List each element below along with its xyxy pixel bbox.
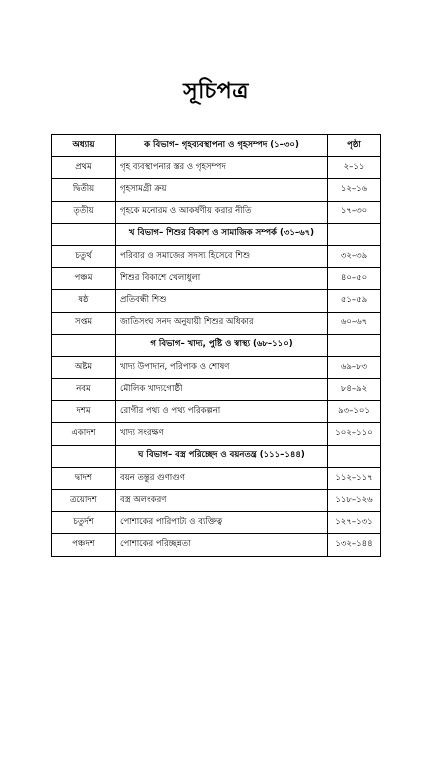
section-title: গ বিভাগ– খাদ্য, পুষ্টি ও স্বাস্থ্য (৬৮–১১০) [116,334,328,356]
empty-cell [52,223,116,245]
chapter-number: সপ্তম [52,312,116,334]
page-range: ৪০–৫০ [328,268,381,290]
chapter-title: বস্ত্র অলংকরণ [116,490,328,512]
chapter-title: গৃহসামগ্রী ক্রয় [116,179,328,201]
page-range: ৬৯–৮৩ [328,356,381,378]
chapter-title: মৌলিক খাদ্যগোষ্ঠী [116,379,328,401]
page-range: ১১২–১১৭ [328,467,381,489]
empty-cell [328,445,381,467]
table-row [52,356,381,378]
section-row [52,223,381,245]
page-range: ১০২–১১০ [328,423,381,445]
chapter-title: জাতিসংঘ সনদ অনুযায়ী শিশুর অধিকার [116,312,328,334]
empty-cell [52,334,116,356]
chapter-number: ত্রয়োদশ [52,490,116,512]
empty-cell [328,223,381,245]
table-row [52,379,381,401]
chapter-title: পোশাকের পরিচ্ছন্নতা [116,534,328,556]
chapter-number: দ্বিতীয় [52,179,116,201]
chapter-number: অষ্টম [52,356,116,378]
section-title: ঘ বিভাগ– বস্ত্র পরিচ্ছেদ ও বয়নতন্ত্র (১১১–১৪৪) [116,445,328,467]
table-row [52,312,381,334]
page-range: ১২৭–১৩১ [328,512,381,534]
page-title: সূচিপত্র [183,79,249,104]
page-range: ২–১১ [328,157,381,179]
chapter-title: পরিবার ও সমাজের সদস্য হিসেবে শিশু [116,245,328,267]
page-column-header: পৃষ্ঠা [328,135,381,157]
table-row [52,401,381,423]
empty-cell [52,445,116,467]
chapter-number: একাদশ [52,423,116,445]
chapter-number: পঞ্চম [52,268,116,290]
chapter-title: রোগীর পথ্য ও পথ্য পরিকল্পনা [116,401,328,423]
chapter-number: তৃতীয় [52,201,116,223]
chapter-number: পঞ্চদশ [52,534,116,556]
chapter-title: গৃহ ব্যবস্থাপনার স্তর ও গৃহসম্পদ [116,157,328,179]
page-range: ৫১–৫৯ [328,290,381,312]
page-range: ৩২–৩৯ [328,245,381,267]
chapter-number: দশম [52,401,116,423]
chapter-number: চতুর্দশ [52,512,116,534]
table-row [52,201,381,223]
chapter-title: খাদ্য সংরক্ষণ [116,423,328,445]
page-range: ৬০–৬৭ [328,312,381,334]
table-row [52,490,381,512]
chapter-number: দ্বাদশ [52,467,116,489]
chapter-number: ষষ্ঠ [52,290,116,312]
page-range: ১৭–৩০ [328,201,381,223]
table-row [52,534,381,556]
page-range: ৮৪–৯২ [328,379,381,401]
chapter-title: বয়ন তন্তুর গুণাগুণ [116,467,328,489]
section-title: খ বিভাগ– শিশুর বিকাশ ও সামাজিক সম্পর্ক (৩১–৬৭) [116,223,328,245]
page-range: ১১৮–১২৬ [328,490,381,512]
chapter-column-header: অধ্যায় [52,135,116,157]
contents-table [51,134,381,557]
section-row [52,445,381,467]
table-row [52,290,381,312]
chapter-title: পোশাকের পারিপাট্য ও ব্যক্তিত্ব [116,512,328,534]
table-row [52,179,381,201]
table-header-row [52,135,381,157]
table-row [52,423,381,445]
chapter-title: খাদ্য উপাদান, পরিপাক ও শোষণ [116,356,328,378]
page-range: ৯৩–১০১ [328,401,381,423]
table-row [52,512,381,534]
chapter-number: প্রথম [52,157,116,179]
chapter-number: চতুর্থ [52,245,116,267]
chapter-title: গৃহকে মনোরম ও আকর্ষণীয় করার নীতি [116,201,328,223]
contents-body [52,157,381,556]
section-header-ka: ক বিভাগ– গৃহব্যবস্থাপনা ও গৃহসম্পদ (১–৩০) [116,135,328,157]
table-row [52,245,381,267]
table-row [52,268,381,290]
chapter-title: প্রতিবন্ধী শিশু [116,290,328,312]
chapter-number: নবম [52,379,116,401]
section-row [52,334,381,356]
table-row [52,157,381,179]
empty-cell [328,334,381,356]
chapter-title: শিশুর বিকাশে খেলাধুলা [116,268,328,290]
page-range: ১২–১৬ [328,179,381,201]
table-row [52,467,381,489]
page-range: ১৩২–১৪৪ [328,534,381,556]
